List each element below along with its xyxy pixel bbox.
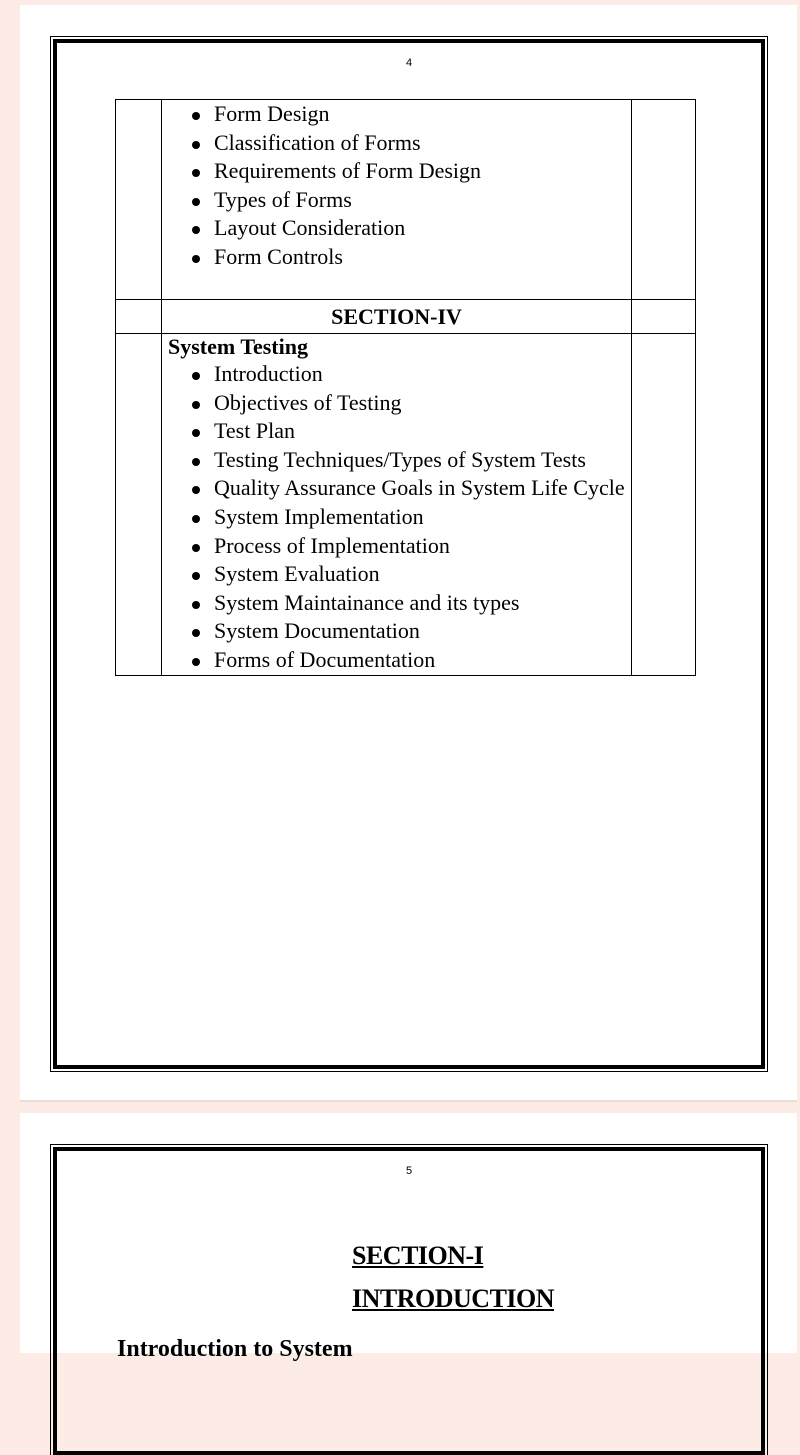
- table-row: [116, 300, 696, 334]
- page-5: [20, 1113, 797, 1362]
- list-item: Classification of Forms: [214, 129, 631, 158]
- page-number: 5: [405, 1165, 413, 1177]
- page-number: 4: [405, 57, 413, 69]
- list-item: System Evaluation: [214, 560, 631, 589]
- list-item: System Maintainance and its types: [214, 589, 631, 618]
- list-item: Forms of Documentation: [214, 646, 631, 675]
- chapter-title: INTRODUCTION: [352, 1284, 555, 1313]
- list-item: Requirements of Form Design: [214, 157, 631, 186]
- list-item: Form Controls: [214, 243, 631, 272]
- list-item: System Implementation: [214, 503, 631, 532]
- list-item: Test Plan: [214, 417, 631, 446]
- section-heading: SECTION-I: [352, 1241, 484, 1270]
- list-item: Testing Techniques/Types of System Tests: [214, 446, 631, 475]
- section-heading: SECTION-IV: [162, 300, 632, 334]
- list-item: Layout Consideration: [214, 214, 631, 243]
- syllabus-table: [115, 99, 696, 676]
- topic-list: [162, 100, 631, 272]
- topic-list: [162, 360, 631, 675]
- list-item: Introduction: [214, 360, 631, 389]
- page-border: [53, 1147, 765, 1455]
- list-item: Form Design: [214, 100, 631, 129]
- page-4: [20, 5, 797, 1102]
- list-item: Objectives of Testing: [214, 389, 631, 418]
- table-row: [116, 334, 696, 676]
- list-item: System Documentation: [214, 617, 631, 646]
- list-item: Quality Assurance Goals in System Life Cycle: [214, 474, 631, 503]
- table-row: [116, 100, 696, 300]
- list-item: Types of Forms: [214, 186, 631, 215]
- list-item: Process of Implementation: [214, 532, 631, 561]
- page-border: [53, 39, 765, 1069]
- subheading: Introduction to System: [117, 1336, 353, 1362]
- unit-heading: System Testing: [168, 334, 308, 359]
